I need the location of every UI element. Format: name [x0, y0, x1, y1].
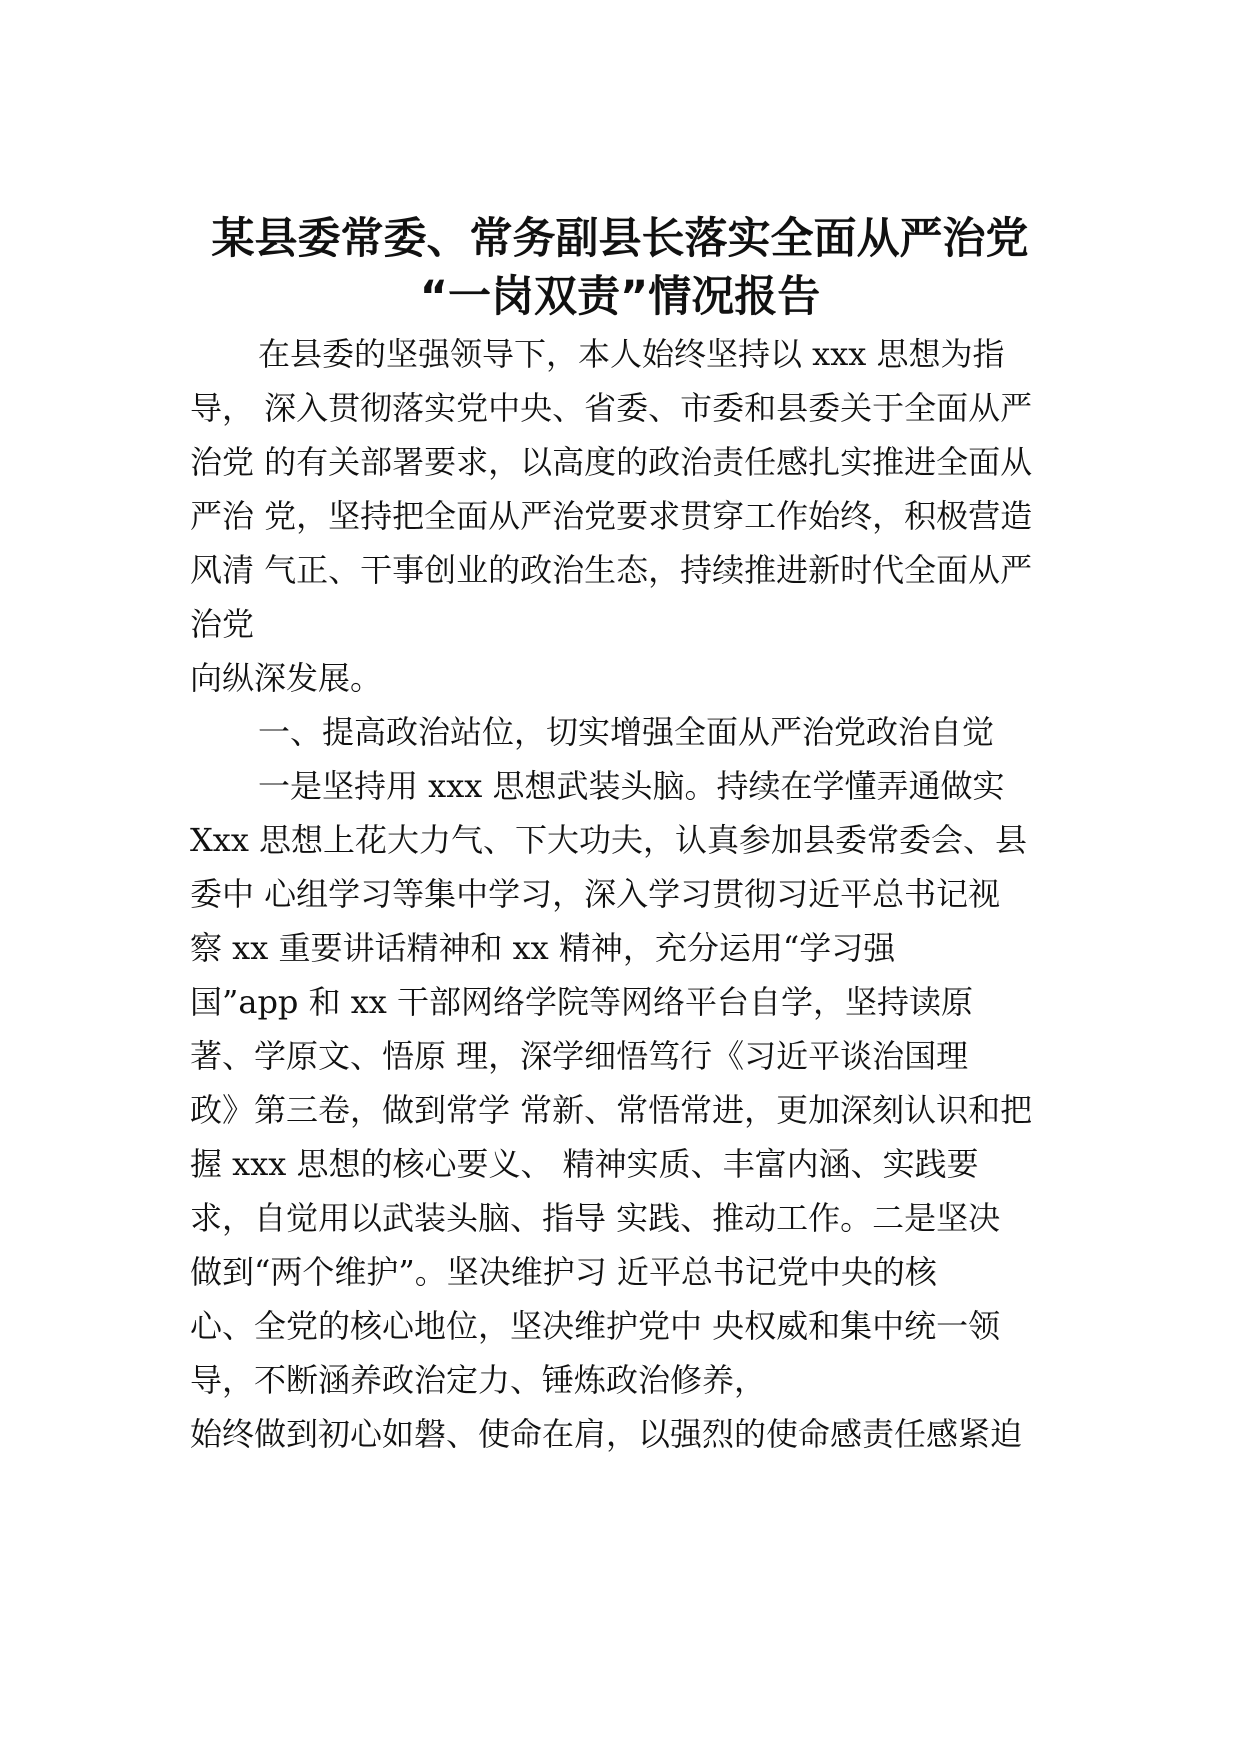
body-line: 心、全党的核心地位，坚决维护党中 央权威和集中统一领 [190, 1307, 1001, 1345]
body-line: 著、学原文、悟原 理，深学细悟笃行《习近平谈治国理 [190, 1037, 969, 1075]
section-heading: 一、提高政治站位，切实增强全面从严治党政治自觉 [258, 713, 995, 751]
body-line: 政》第三卷，做到常学 常新、常悟常进，更加深刻认识和把 [190, 1091, 1033, 1129]
body-line: 委中 心组学习等集中学习，深入学习贯彻习近平总书记视 [190, 875, 1001, 913]
body-line: 求，自觉用以武装头脑、指导 实践、推动工作。二是坚决 [190, 1199, 1001, 1237]
body-line: 严治 党，坚持把全面从严治党要求贯穿工作始终，积极营造 [190, 497, 1033, 535]
body-line: 治党 的有关部署要求，以高度的政治责任感扎实推进全面从 [190, 443, 1033, 481]
document-title-line-2: “一岗双责”情况报告 [419, 272, 821, 322]
body-line: 导， 深入贯彻落实党中央、省委、市委和县委关于全面从严 [190, 389, 1033, 427]
body-line: 始终做到初心如磐、使命在肩，以强烈的使命感责任感紧迫 [190, 1415, 1023, 1453]
body-line: 治党 [190, 605, 255, 643]
body-line: 察 xx 重要讲话精神和 xx 精神，充分运用“学习强 [190, 929, 896, 967]
body-line: 做到“两个维护”。坚决维护习 近平总书记党中央的核 [190, 1253, 937, 1291]
body-line: 国”app 和 xx 干部网络学院等网络平台自学，坚持读原 [190, 983, 974, 1021]
document-title-line-1: 某县委常委、常务副县长落实全面从严治党 [211, 214, 1029, 264]
body-line: 在县委的坚强领导下，本人始终坚持以 xxx 思想为指 [258, 335, 1005, 373]
body-line: 向纵深发展。 [190, 659, 383, 697]
body-line: 一是坚持用 xxx 思想武装头脑。持续在学懂弄通做实 [258, 767, 1005, 805]
body-line: 导，不断涵养政治定力、锤炼政治修养， [190, 1361, 767, 1399]
body-line: 握 xxx 思想的核心要义、 精神实质、丰富内涵、实践要 [190, 1145, 979, 1183]
body-line: 风清 气正、干事创业的政治生态，持续推进新时代全面从严 [190, 551, 1033, 589]
body-line: Xxx 思想上花大力气、下大功夫，认真参加县委常委会、县 [190, 821, 1028, 859]
